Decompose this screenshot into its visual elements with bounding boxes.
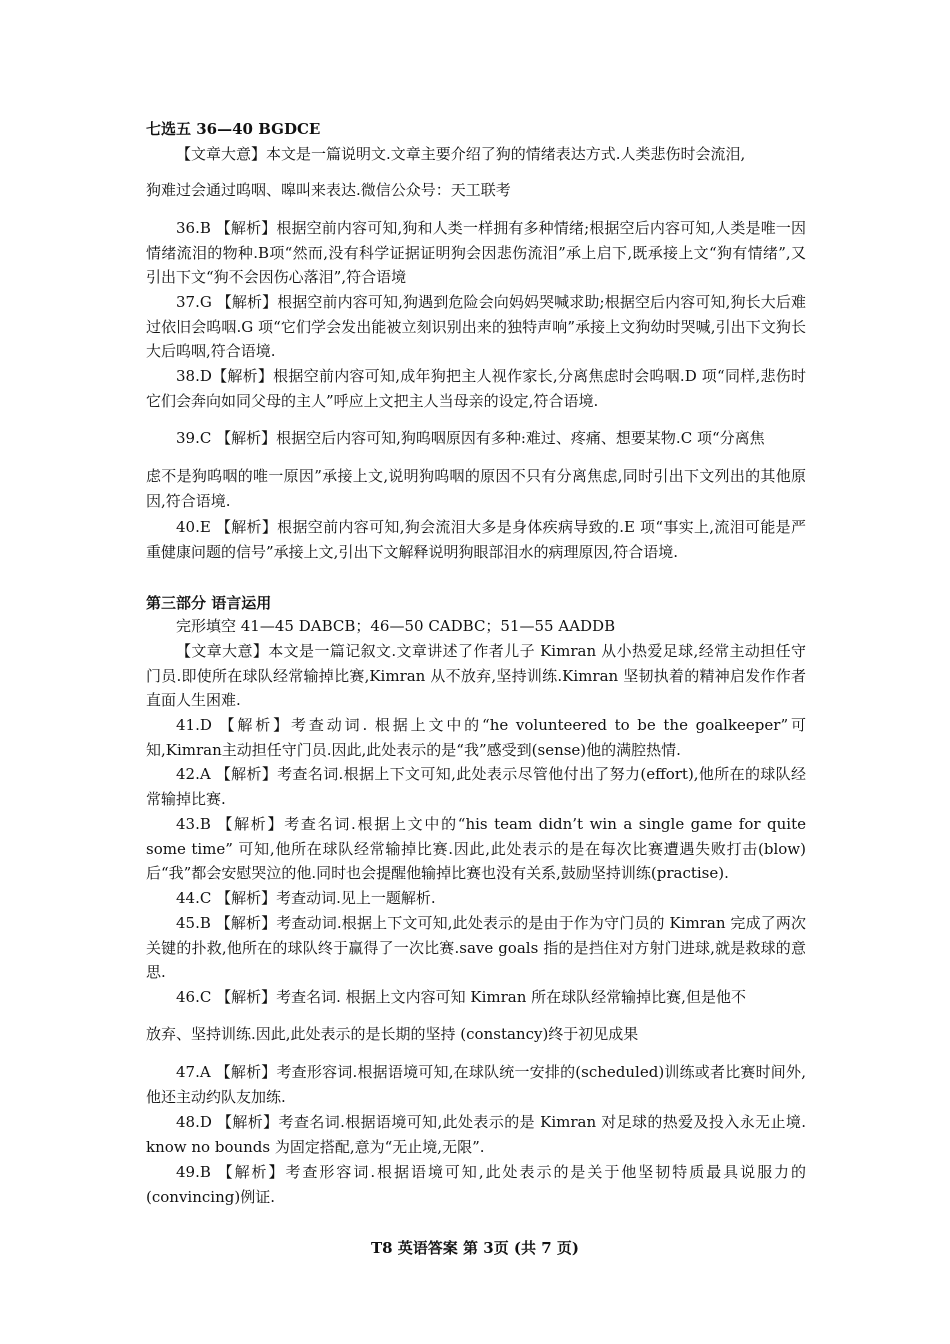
answer-42: 42.A 【解析】考查名词.根据上下文可知,此处表示尽管他付出了努力(effort),他所在的球队经常输掉比赛.: [146, 765, 806, 808]
cloze-answers-title: 完形填空 41—45 DABCB；46—50 CADBC；51—55 AADDB: [176, 617, 616, 635]
answer-44: 44.C 【解析】考查动词.见上一题解析.: [176, 889, 436, 907]
answer-39-line1: 39.C 【解析】根据空后内容可知,狗呜咽原因有多种:难过、疼痛、想要某物.C 项“分离焦: [176, 429, 765, 447]
answer-37: 37.G 【解析】根据空前内容可知,狗遇到危险会向妈妈哭喊求助;根据空后内容可知,狗长大后难过依旧会呜咽.G 项“它们学会发出能被立刻识别出来的独特声响”承接上文狗幼时哭喊,引出下文狗长大后呜咽,符合语境.: [146, 293, 806, 360]
answer-48: 48.D 【解析】考查名词.根据语境可知,此处表示的是 Kimran 对足球的热爱及投入永无止境. know no bounds 为固定搭配,意为“无止境,无限”.: [146, 1113, 806, 1156]
answer-43: 43.B 【解析】考查名词.根据上文中的“his team didn’t win a single game for quite some time” 可知,他所在球队经常输掉比赛.因此,此处表示的是在每次比赛遭遇失败打击(blow)后“我”都会安慰哭泣的他.同时也会提醒他输掉比赛也没有关系,鼓励坚持训练(practise).: [146, 815, 806, 882]
answer-47: 47.A 【解析】考查形容词.根据语境可知,在球队统一安排的(scheduled)训练或者比赛时间外,他还主动约队友加练.: [146, 1063, 806, 1106]
answer-39-line2: 虑不是狗呜咽的唯一原因”承接上文,说明狗呜咽的原因不只有分离焦虑,同时引出下文列出的其他原因,符合语境.: [146, 467, 806, 510]
section7-summary-line2: 狗难过会通过呜咽、嗥叫来表达.微信公众号：天工联考: [146, 181, 511, 199]
part3-summary: 【文章大意】本文是一篇记叙文.文章讲述了作者儿子 Kimran 从小热爱足球,经常主动担任守门员.即使所在球队经常输掉比赛,Kimran 从不放弃,坚持训练.Kimran 坚韧执着的精神启发作作者直面人生困难.: [146, 642, 806, 709]
answer-49: 49.B 【解析】考查形容词.根据语境可知,此处表示的是关于他坚韧特质最具说服力的(convincing)例证.: [146, 1163, 806, 1206]
answer-46-line1: 46.C 【解析】考查名词. 根据上文内容可知 Kimran 所在球队经常输掉比赛,但是他不: [176, 988, 746, 1006]
answer-38: 38.D【解析】根据空前内容可知,成年狗把主人视作家长,分离焦虑时会呜咽.D 项“同样,悲伤时它们会奔向如同父母的主人”呼应上文把主人当母亲的设定,符合语境.: [146, 367, 806, 410]
answer-45: 45.B 【解析】考查动词.根据上下文可知,此处表示的是由于作为守门员的 Kimran 完成了两次关键的扑救,他所在的球队终于赢得了一次比赛.save goals 指的是挡住对方射门进球,就是救球的意思.: [146, 914, 806, 981]
answer-41: 41.D 【解析】考查动词. 根据上文中的“he volunteered to be the goalkeeper”可知,Kimran主动担任守门员.因此,此处表示的是“我”感受到(sense)他的满腔热情.: [146, 716, 806, 759]
section7-summary-line1: 【文章大意】本文是一篇说明文.文章主要介绍了狗的情绪表达方式.人类悲伤时会流泪,: [176, 145, 746, 163]
part-three-title: 第三部分 语言运用: [146, 594, 272, 612]
answer-40: 40.E 【解析】根据空前内容可知,狗会流泪大多是身体疾病导致的.E 项“事实上,流泪可能是严重健康问题的信号”承接上文,引出下文解释说明狗眼部泪水的病理原因,符合语境.: [146, 518, 806, 561]
section-seven-choose-five-title: 七选五 36—40 BGDCE: [146, 120, 321, 138]
answer-46-line2: 放弃、坚持训练.因此,此处表示的是长期的坚持 (constancy)终于初见成果: [146, 1025, 639, 1043]
answer-36: 36.B 【解析】根据空前内容可知,狗和人类一样拥有多种情绪;根据空后内容可知,人类是唯一因情绪流泪的物种.B项“然而,没有科学证据证明狗会因悲伤流泪”承上启下,既承接上文“狗有情绪”,又引出下文“狗不会因伤心落泪”,符合语境: [146, 219, 806, 286]
page-footer: T8 英语答案 第 3页 (共 7 页): [370, 1239, 579, 1257]
